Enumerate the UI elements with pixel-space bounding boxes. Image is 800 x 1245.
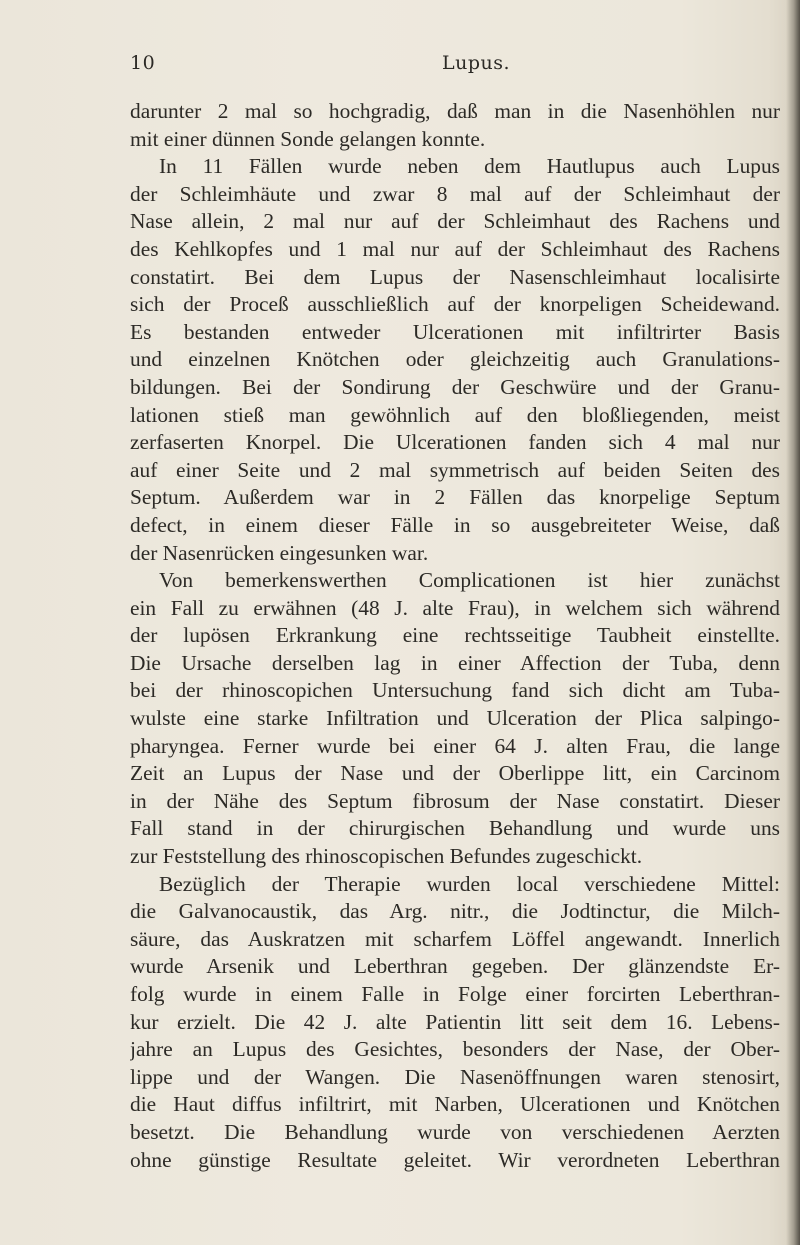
text-line: Bezüglich der Therapie wurden local verschiedene Mittel: bbox=[159, 871, 780, 896]
text-line: Es bestanden entweder Ulcerationen mit infiltrirter Basis bbox=[130, 319, 780, 344]
text-line: Die Ursache derselben lag in einer Affection der Tuba, denn bbox=[130, 650, 780, 675]
body-text bbox=[130, 98, 780, 1174]
text-line: Zeit an Lupus der Nase und der Oberlippe litt, ein Carcinom bbox=[130, 761, 780, 786]
text-line: sich der Proceß ausschließlich auf der knorpeligen Scheidewand. bbox=[130, 292, 780, 317]
page-header bbox=[130, 52, 790, 82]
text-line: folg wurde in einem Falle in Folge einer forcirten Leberthran- bbox=[130, 982, 780, 1006]
text-line: ein Fall zu erwähnen (48 J. alte Frau), in welchem sich während bbox=[130, 595, 780, 620]
text-line: der lupösen Erkrankung eine rechtsseitige Taubheit einstellte. bbox=[130, 623, 780, 648]
text-line: In 11 Fällen wurde neben dem Hautlupus auch Lupus bbox=[159, 154, 780, 179]
text-line: bildungen. Bei der Sondirung der Geschwüre und der Granu- bbox=[130, 374, 780, 399]
text-line: säure, das Auskratzen mit scharfem Löffel angewandt. Innerlich bbox=[130, 926, 780, 951]
text-line: Nase allein, 2 mal nur auf der Schleimhaut des Rachens und bbox=[130, 209, 780, 234]
text-line: die Haut diffus infiltrirt, mit Narben, Ulcerationen und Knötchen bbox=[130, 1092, 780, 1117]
text-line: Fall stand in der chirurgischen Behandlung und wurde uns bbox=[130, 816, 780, 841]
page-number: 10 bbox=[130, 52, 156, 74]
text-line: wurde Arsenik und Leberthran gegeben. Der glänzendste Er- bbox=[130, 954, 780, 979]
text-line: defect, in einem dieser Fälle in so ausgebreiteter Weise, daß bbox=[130, 512, 780, 537]
text-line: zur Feststellung des rhinoscopischen Befundes zugeschickt. bbox=[130, 844, 643, 869]
text-line: bei der rhinoscopichen Untersuchung fand sich dicht am Tuba- bbox=[130, 678, 780, 703]
text-line: in der Nähe des Septum fibrosum der Nase constatirt. Dieser bbox=[130, 788, 780, 813]
page-edge-shadow bbox=[786, 0, 800, 1245]
text-line: zerfaserten Knorpel. Die Ulcerationen fanden sich 4 mal nur bbox=[130, 430, 780, 455]
text-line: darunter 2 mal so hochgradig, daß man in die Nasenhöhlen nur bbox=[130, 99, 780, 123]
text-line: jahre an Lupus des Gesichtes, besonders der Nase, der Ober- bbox=[130, 1037, 780, 1062]
text-line: und einzelnen Knötchen oder gleichzeitig auch Granulations- bbox=[130, 347, 780, 372]
text-line: lippe und der Wangen. Die Nasenöffnungen waren stenosirt, bbox=[130, 1064, 780, 1089]
text-line: Von bemerkenswerthen Complicationen ist hier zunächst bbox=[159, 568, 780, 593]
text-line: der Schleimhäute und zwar 8 mal auf der Schleimhaut der bbox=[130, 181, 780, 206]
text-line: kur erzielt. Die 42 J. alte Patientin litt seit dem 16. Lebens- bbox=[130, 1009, 780, 1034]
text-line: der Nasenrücken eingesunken war. bbox=[130, 540, 429, 565]
text-line: ohne günstige Resultate geleitet. Wir verordneten Leberthran bbox=[130, 1147, 780, 1172]
text-line: wulste eine starke Infiltration und Ulceration der Plica salpingo- bbox=[130, 706, 780, 731]
text-line: lationen stieß man gewöhnlich auf den bloßliegenden, meist bbox=[130, 402, 780, 427]
text-line: die Galvanocaustik, das Arg. nitr., die Jodtinctur, die Milch- bbox=[130, 899, 780, 924]
text-line: besetzt. Die Behandlung wurde von verschiedenen Aerzten bbox=[130, 1119, 780, 1144]
text-line: constatirt. Bei dem Lupus der Nasenschleimhaut localisirte bbox=[130, 264, 780, 289]
text-line: mit einer dünnen Sonde gelangen konnte. bbox=[130, 126, 486, 151]
text-line: auf einer Seite und 2 mal symmetrisch auf beiden Seiten des bbox=[130, 457, 780, 482]
running-title: Lupus. bbox=[442, 52, 511, 74]
text-line: Septum. Außerdem war in 2 Fällen das knorpelige Septum bbox=[130, 485, 780, 510]
text-line: pharyngea. Ferner wurde bei einer 64 J. alten Frau, die lange bbox=[130, 733, 780, 758]
text-line: des Kehlkopfes und 1 mal nur auf der Schleimhaut des Rachens bbox=[130, 236, 780, 261]
